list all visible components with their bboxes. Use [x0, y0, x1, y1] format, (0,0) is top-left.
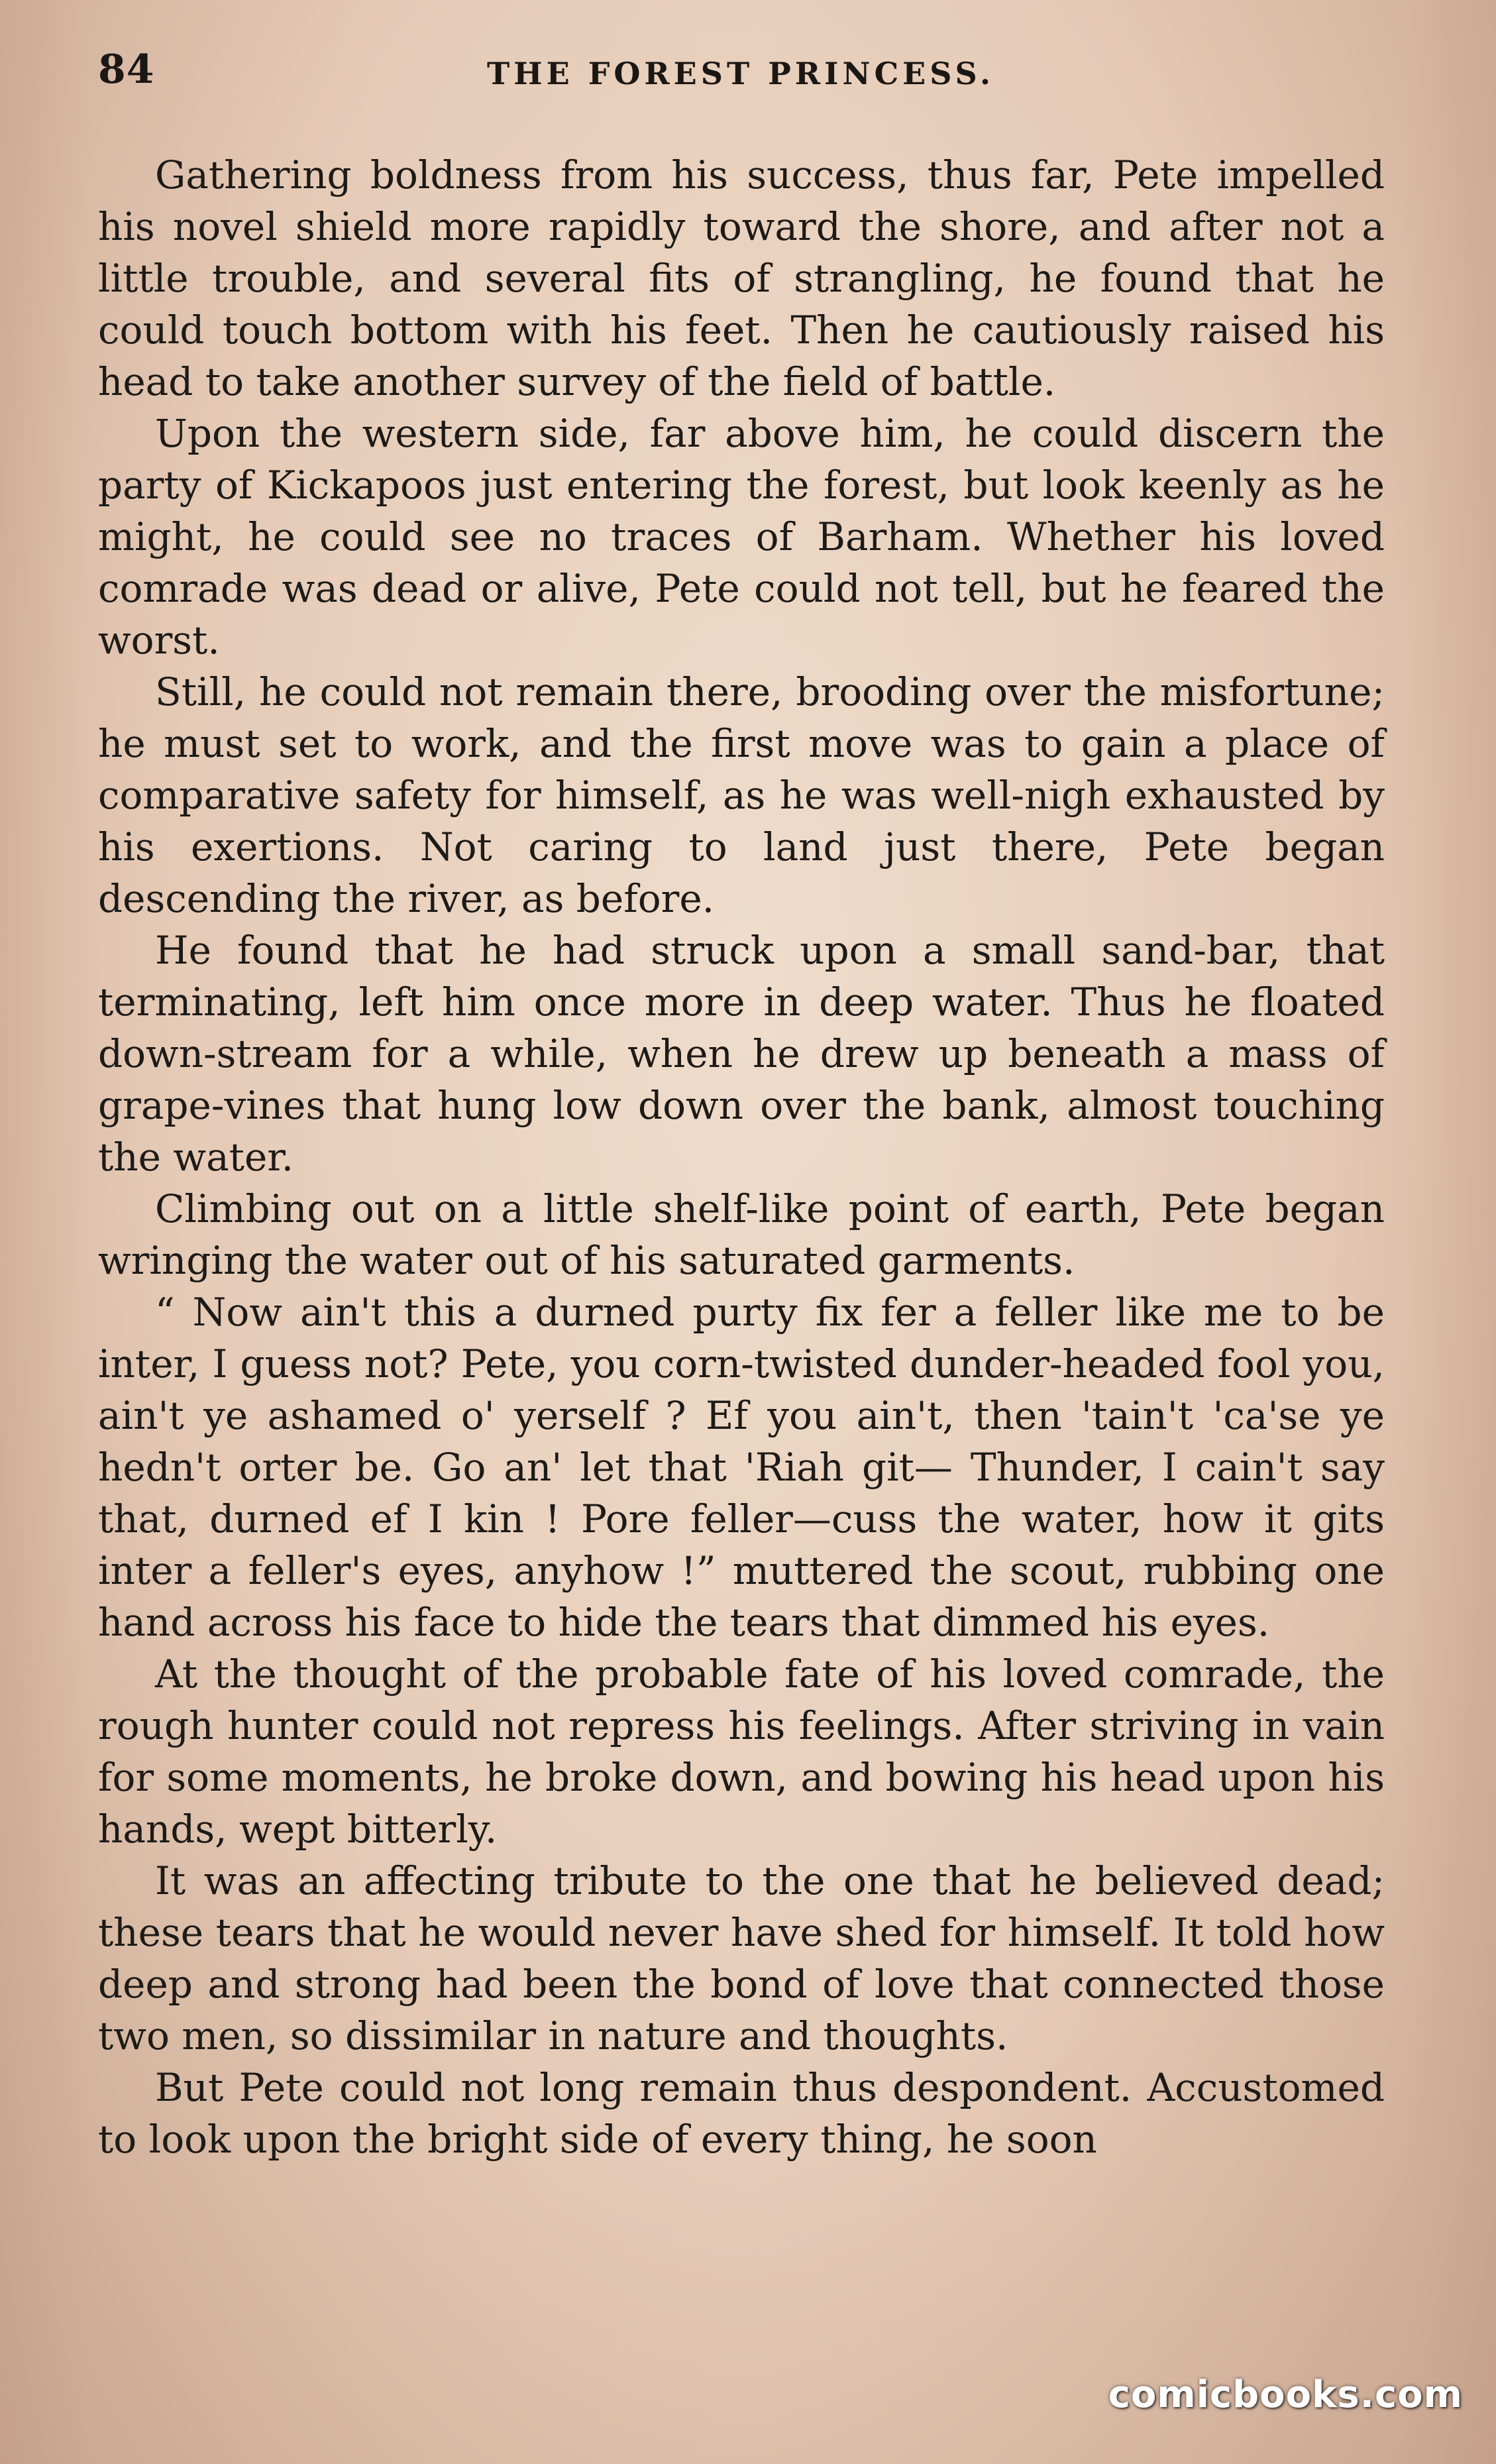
paragraph: Upon the western side, far above him, he could discern the party of Kickapoos just entering the forest, but look keenly as he might, he could see no traces of Barham. Whether his loved comrade was dead or alive, Pete could not tell, but he feared the worst.	[98, 411, 1385, 663]
paragraph: Still, he could not remain there, brooding over the misfortune; he must set to work, and the first move was to gain a place of comparative safety for himself, as he was well-nigh exhausted by his exertions. Not caring to land just there, Pete began descending the river, as before.	[98, 669, 1385, 921]
page-header	[98, 46, 1383, 106]
paragraph: It was an affecting tribute to the one that he believed dead; these tears that he would never have shed for himself. It told how deep and strong had been the bond of love that connected those two men, so dissimilar in nature and thoughts.	[98, 1858, 1385, 2058]
running-head: THE FOREST PRINCESS.	[486, 56, 995, 91]
watermark: comicbooks.com	[1108, 2373, 1463, 2416]
paragraph: He found that he had struck upon a small sand-bar, that terminating, left him once more in deep water. Thus he floated down-stream for a while, when he drew up beneath a mass of grape-vines that hung low down over the bank, almost touching the water.	[98, 928, 1385, 1180]
paragraph: Gathering boldness from his success, thus far, Pete impelled his novel shield more rapidly toward the shore, and after not a little trouble, and several fits of strangling, he found that he could touch bottom with his feet. Then he cautiously raised his head to take another survey of the field of battle.	[98, 152, 1385, 404]
paragraph: “ Now ain't this a durned purty fix fer a feller like me to be inter, I guess not? Pete, you corn-twisted dunder-headed fool you, ain't ye ashamed o' yerself ? Ef you ain't, then 'tain't 'ca'se ye hedn't orter be. Go an' let that 'Riah git— Thunder, I cain't say that, durned ef I kin ! Pore feller—cuss the water, how it gits inter a feller's eyes, anyhow !” muttered the scout, rubbing one hand across his face to hide the tears that dimmed his eyes.	[98, 1290, 1385, 1645]
body-text	[98, 149, 1385, 2165]
paragraph: But Pete could not long remain thus despondent. Accustomed to look upon the bright side of every thing, he soon	[98, 2065, 1385, 2162]
paragraph: Climbing out on a little shelf-like point of earth, Pete began wringing the water out of his saturated garments.	[98, 1186, 1385, 1283]
paragraph: At the thought of the probable fate of his loved comrade, the rough hunter could not repress his feelings. After striving in vain for some moments, he broke down, and bowing his head upon his hands, wept bitterly.	[98, 1652, 1385, 1852]
page-number: 84	[98, 46, 155, 93]
